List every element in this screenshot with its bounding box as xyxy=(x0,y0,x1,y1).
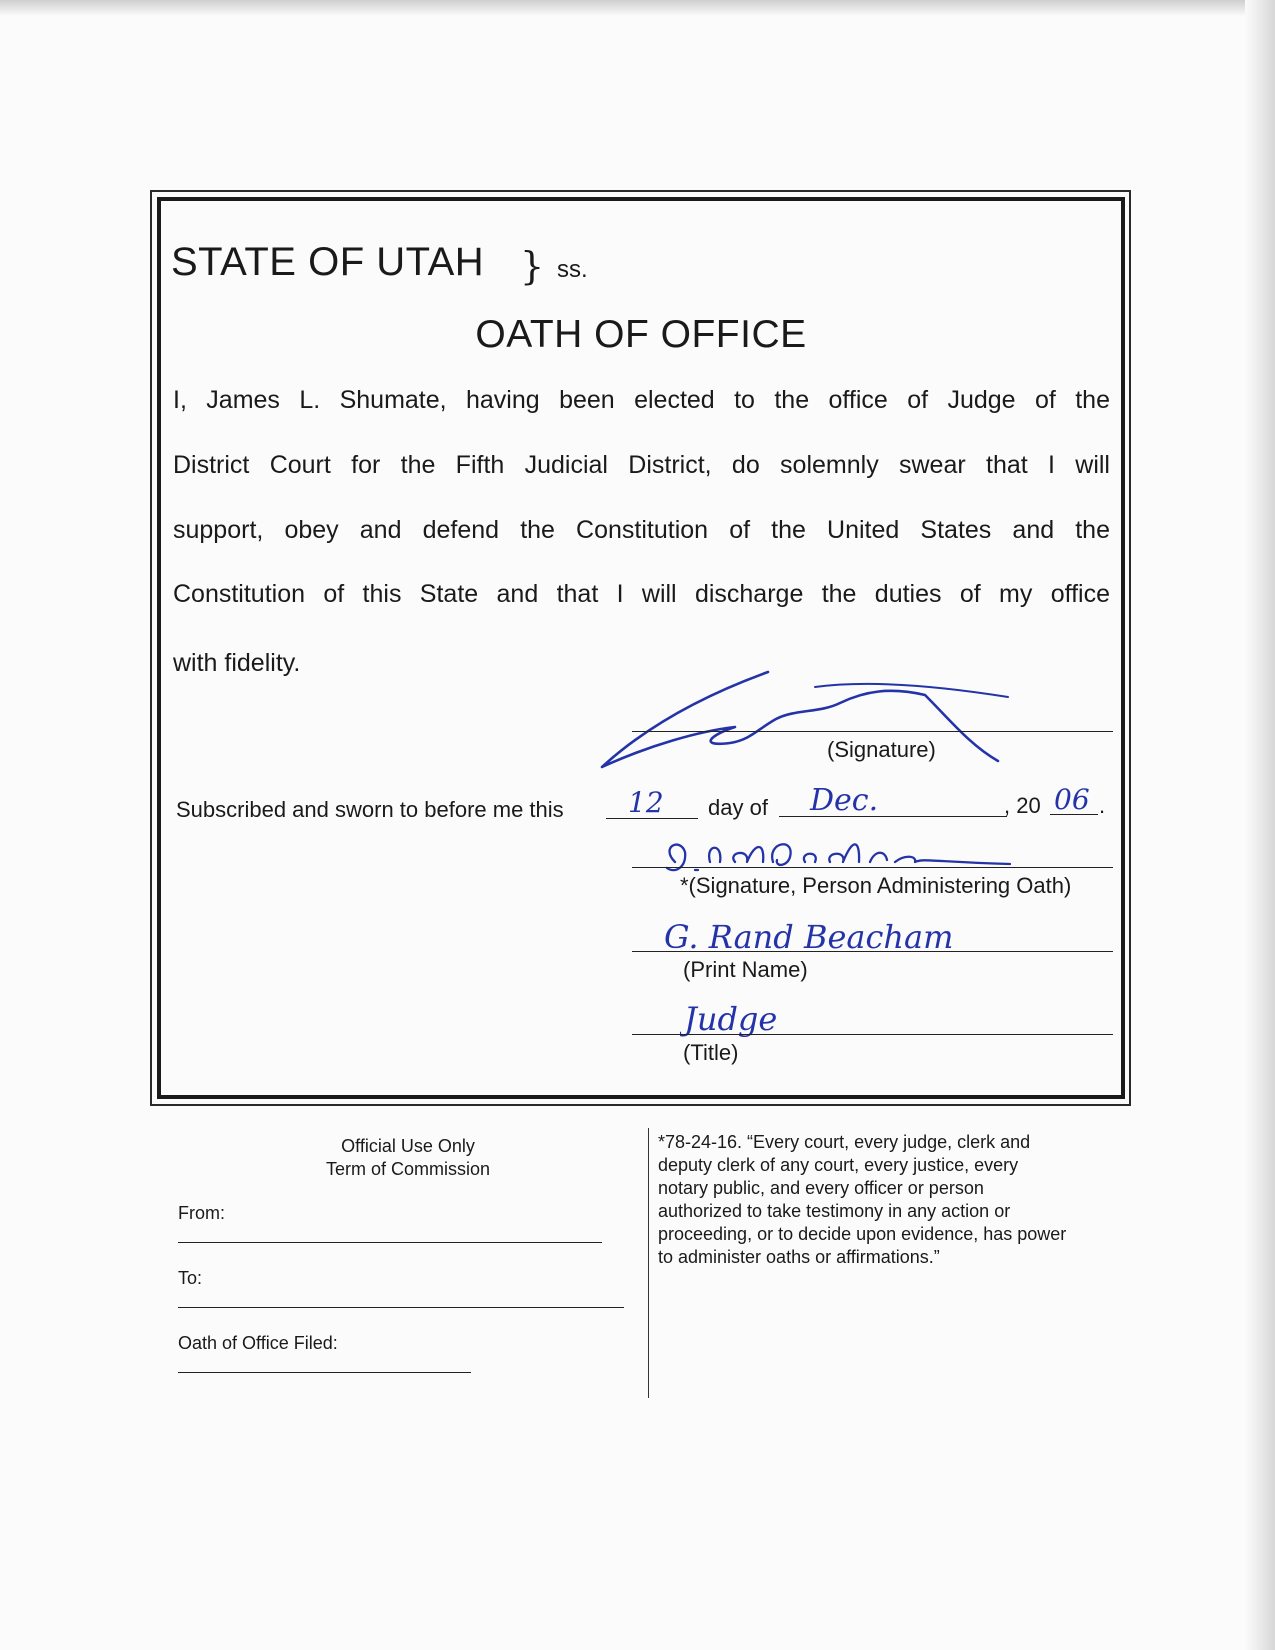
day-handwritten xyxy=(620,782,700,822)
svg-text:G. Rand Beacham: G. Rand Beacham xyxy=(664,918,954,956)
year-period: . xyxy=(1099,793,1106,818)
oath-line-2: District Court for the Fifth Judicial District, do solemnly swear that I will xyxy=(173,451,1110,479)
scan-top-edge xyxy=(0,0,1275,16)
administering-label: *(Signature, Person Administering Oath) xyxy=(680,873,1072,898)
svg-text:12: 12 xyxy=(628,786,664,819)
scan-right-edge xyxy=(1245,0,1275,1650)
svg-text:Dec.: Dec. xyxy=(810,783,879,818)
statute-line-5: proceeding, or to decide upon evidence, has power xyxy=(658,1224,1067,1244)
administering-signature-line xyxy=(632,867,1113,868)
brace-mark: } xyxy=(520,244,545,288)
oath-title: OATH OF OFFICE xyxy=(475,313,807,356)
statute-line-3: notary public, and every officer or person xyxy=(658,1178,984,1198)
signature-line xyxy=(632,731,1113,732)
to-label: To: xyxy=(178,1268,203,1288)
statute-line-2: deputy clerk of any court, every justice, every xyxy=(658,1155,1019,1175)
print-name-handwritten xyxy=(660,910,1020,960)
print-name-label: (Print Name) xyxy=(683,957,808,982)
oath-line-3: support, obey and defend the Constitution of the United States and the xyxy=(173,516,1110,544)
statute-line-1: *78-24-16. “Every court, every judge, clerk and xyxy=(658,1132,1031,1152)
section-divider xyxy=(648,1128,649,1398)
from-label: From: xyxy=(178,1203,225,1223)
oath-line-5: with fidelity. xyxy=(173,649,301,677)
from-line xyxy=(178,1242,602,1243)
year-prefix: , 20 xyxy=(1004,793,1041,818)
oath-taker-signature xyxy=(590,665,1030,775)
to-line xyxy=(178,1307,624,1308)
day-of-text: day of xyxy=(708,795,768,820)
term-of-commission-heading: Term of Commission xyxy=(325,1159,491,1179)
title-label: (Title) xyxy=(683,1040,739,1065)
title-line xyxy=(632,1034,1113,1035)
oath-line-1: I, James L. Shumate, having been elected to the office of Judge of the xyxy=(173,386,1110,414)
print-name-line xyxy=(632,951,1113,952)
state-heading: STATE OF UTAH xyxy=(171,240,485,284)
oath-filed-label: Oath of Office Filed: xyxy=(178,1333,338,1353)
svg-text:06: 06 xyxy=(1054,783,1090,816)
official-use-heading: Official Use Only xyxy=(341,1136,475,1156)
oath-line-4: Constitution of this State and that I will discharge the duties of my office xyxy=(173,580,1110,608)
subscribed-text: Subscribed and sworn to before me this xyxy=(176,797,564,822)
month-handwritten xyxy=(800,780,940,820)
signature-label: (Signature) xyxy=(827,737,936,762)
ss-mark: ss. xyxy=(557,256,588,283)
statute-line-6: to administer oaths or affirmations.” xyxy=(658,1247,940,1267)
statute-line-4: authorized to take testimony in any action or xyxy=(658,1201,1011,1221)
oath-filed-line xyxy=(178,1372,471,1373)
svg-text:Judge: Judge xyxy=(684,1000,778,1038)
